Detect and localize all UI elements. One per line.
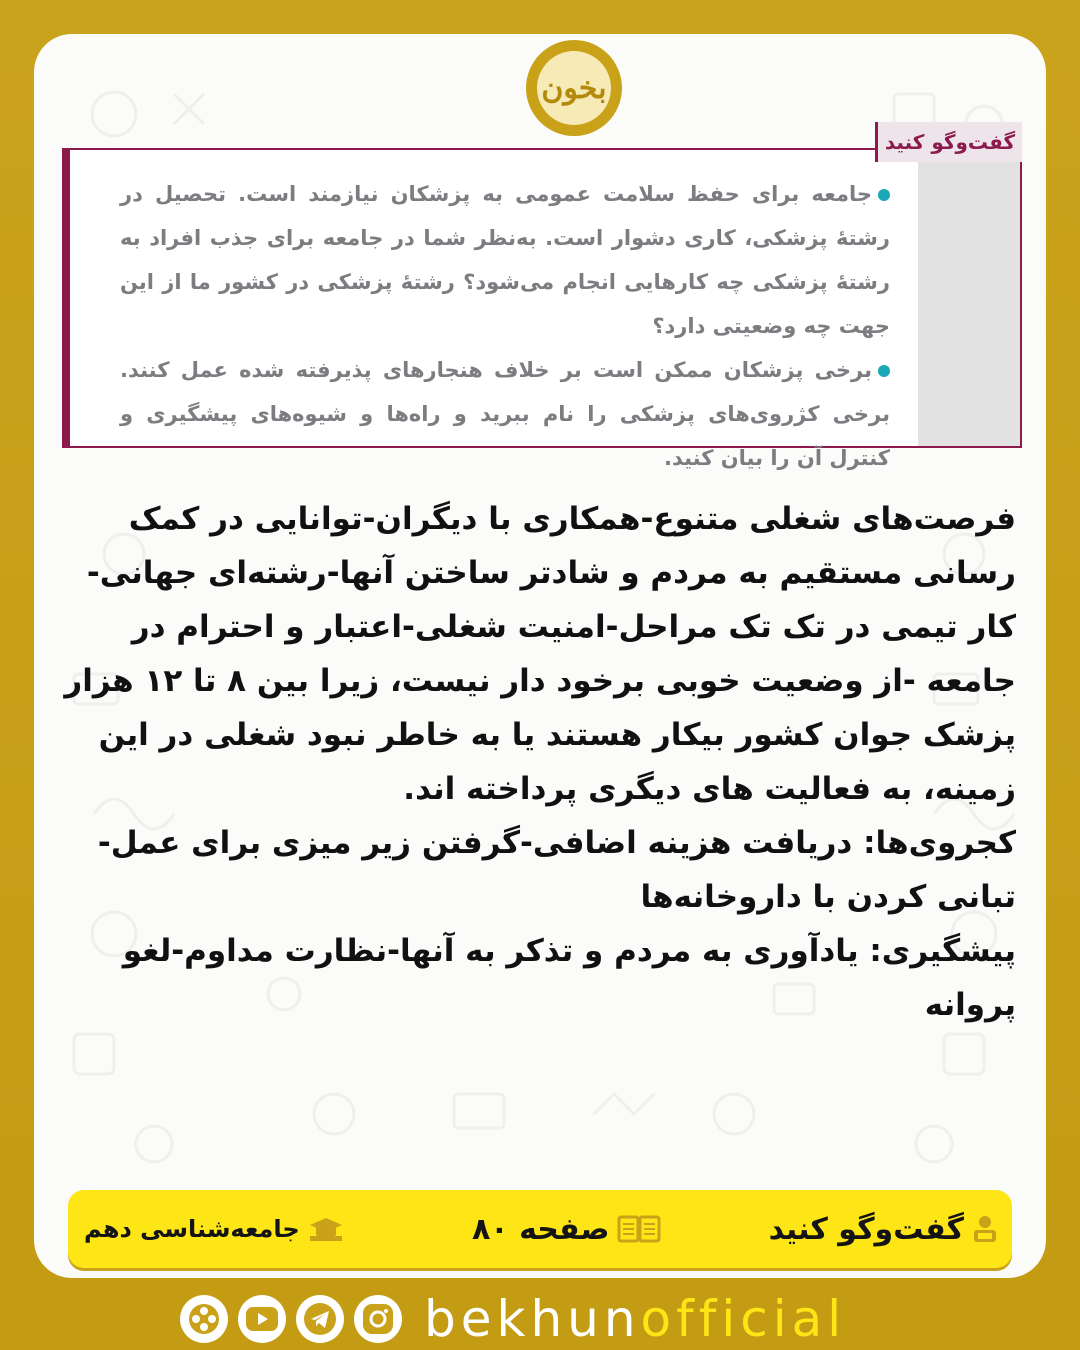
excerpt-tab-label: گفت‌وگو کنید: [875, 122, 1022, 162]
book-icon: [617, 1214, 661, 1244]
excerpt-item-1: [120, 172, 890, 348]
footer-page: [472, 1190, 661, 1268]
teacher-icon: [972, 1215, 998, 1243]
excerpt-side-panel: [918, 150, 1020, 446]
footer-section: [769, 1190, 998, 1268]
excerpt-box: [62, 148, 1022, 470]
footer-section-label: گفت‌وگو کنید: [768, 1211, 964, 1247]
footer-info-strip: [68, 1190, 1012, 1268]
footer-book-label: جامعه‌شناسی دهم: [84, 1215, 300, 1243]
answer-paragraph-1: فرصت‌های شغلی متنوع-همکاری با دیگران-توانایی در کمک رسانی مستقیم به مردم و شادتر ساختن آنها-رشته‌ای جهانی-کار تیمی در تک تک مراحل-امنیت شغلی-اعتبار و احترام در جامعه -از وضعیت خوبی برخود دار نیست، زیرا بین ۸ تا ۱۲ هزار پزشک جوان کشور بیکار هستند یا به خاطر نبود شغلی در این زمینه، به فعالیت های دیگری پرداخته اند.: [64, 501, 1016, 807]
footer-book: [84, 1190, 344, 1268]
social-bar: [180, 1288, 846, 1350]
social-handle[interactable]: [424, 1288, 846, 1350]
textbook-excerpt: [62, 122, 1022, 470]
film-reel-icon[interactable]: [180, 1295, 228, 1343]
telegram-icon[interactable]: [296, 1295, 344, 1343]
excerpt-item-2: [120, 348, 890, 480]
graduation-cap-icon: [308, 1216, 344, 1242]
handle-part-2: official: [640, 1290, 847, 1348]
bullet-icon: [878, 365, 890, 377]
answer-paragraph-2: کجروی‌ها: دریافت هزینه اضافی-گرفتن زیر میزی برای عمل-تبانی کردن با داروخانه‌ها: [97, 825, 1016, 915]
instagram-icon[interactable]: [354, 1295, 402, 1343]
footer-page-label: صفحه ۸۰: [472, 1211, 610, 1247]
bullet-icon: [878, 189, 890, 201]
excerpt-text: [120, 172, 890, 480]
brand-logo: بخون: [537, 51, 611, 125]
handle-part-1: bekhun: [424, 1290, 641, 1348]
excerpt-paragraph-2: برخی پزشکان ممکن است بر خلاف هنجارهای پذیرفته شده عمل کنند. برخی کژروی‌های پزشکی را نام ببرید و راه‌ها و شیوه‌های پیشگیری و کنترل آن را بیان کنید.: [120, 358, 890, 470]
answer-text: [60, 492, 1016, 1032]
excerpt-paragraph-1: جامعه برای حفظ سلامت عمومی به پزشکان نیازمند است. تحصیل در رشتهٔ پزشکی، کاری دشوار است. به‌نظر شما در جامعه برای جذب افراد به رشتهٔ پزشکی چه کارهایی انجام می‌شود؟ رشتهٔ پزشکی در کشور ما از این جهت چه وضعیتی دارد؟: [120, 182, 890, 338]
answer-paragraph-3: پیشگیری: یادآوری به مردم و تذکر به آنها-نظارت مداوم-لغو پروانه: [122, 933, 1016, 1023]
youtube-icon[interactable]: [238, 1295, 286, 1343]
